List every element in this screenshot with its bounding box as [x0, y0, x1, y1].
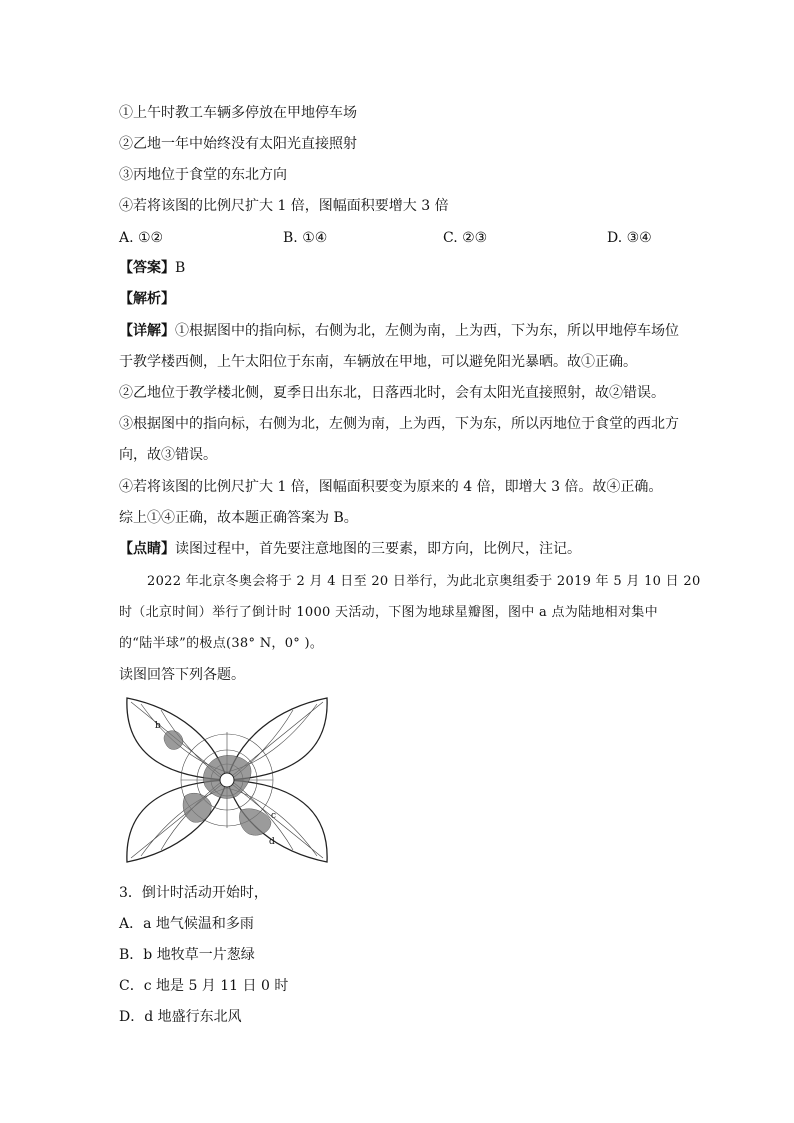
context-line-3: 的“陆半球”的极点(38° N，0° )。: [119, 636, 324, 651]
detail-text-1: ①根据图中的指向标，右侧为北，左侧为南，上为西，下为东，所以甲地停车场位: [175, 323, 679, 339]
detail-line-4: ③根据图中的指向标，右侧为北，左侧为南，上为西，下为东，所以丙地位于食堂的西北方: [119, 416, 679, 432]
option-b: B. ①④: [283, 230, 328, 246]
read-prompt: 读图回答下列各题。: [119, 667, 245, 683]
answer-tag: 【答案】: [119, 260, 175, 276]
option-d: D. ③④: [607, 230, 652, 246]
question-3-option-a: A．a 地气候温和多雨: [119, 916, 254, 932]
answer-line: [119, 259, 185, 277]
detail-line-2: 于教学楼西侧，上午太阳位于东南，车辆放在甲地，可以避免阳光暴晒。故①正确。: [119, 354, 637, 370]
star-petal-map: [121, 692, 333, 868]
question-3-option-d: D．d 地盛行东北风: [119, 1009, 242, 1025]
statement-4: ④若将该图的比例尺扩大 1 倍，图幅面积要增大 3 倍: [119, 198, 449, 214]
detail-line-1: [119, 322, 679, 340]
detail-line-3: ②乙地位于教学楼北侧，夏季日出东北，日落西北时，会有太阳光直接照射，故②错误。: [119, 385, 665, 401]
question-3-stem: 3．倒计时活动开始时，: [119, 885, 268, 901]
detail-line-5: 向，故③错误。: [119, 447, 217, 463]
context-line-2: 时（北京时间）举行了倒计时 1000 天活动，下图为地球星瓣图，图中 a 点为陆地相对集中: [119, 605, 658, 620]
map-label-c: c: [271, 811, 277, 821]
detail-line-7: 综上①④正确，故本题正确答案为 B。: [119, 510, 358, 526]
question-3-option-c: C．c 地是 5 月 11 日 0 时: [119, 978, 289, 994]
question-3-option-b: B．b 地牧草一片葱绿: [119, 947, 255, 963]
answer-value: B: [175, 260, 186, 276]
analysis-tag: 【解析】: [119, 291, 175, 307]
option-c: C. ②③: [443, 230, 488, 246]
comment-line: [119, 540, 581, 558]
north-pole-circle: [220, 773, 234, 787]
statement-2: ②乙地一年中始终没有太阳光直接照射: [119, 136, 357, 152]
statement-3: ③丙地位于食堂的东北方向: [119, 167, 287, 183]
context-line-1: 2022 年北京冬奥会将于 2 月 4 日至 20 日举行，为此北京奥组委于 2019 年 5 月 10 日 20: [147, 574, 701, 589]
detail-tag: 【详解】: [119, 323, 175, 339]
option-a: A. ①②: [119, 230, 164, 246]
statement-1: ①上午时教工车辆多停放在甲地停车场: [119, 105, 357, 121]
map-label-b: b: [155, 721, 161, 731]
map-label-d: d: [269, 837, 275, 847]
comment-tag: 【点睛】: [119, 541, 175, 557]
detail-line-6: ④若将该图的比例尺扩大 1 倍，图幅面积要变为原来的 4 倍，即增大 3 倍。故④正确。: [119, 479, 663, 495]
comment-text: 读图过程中，首先要注意地图的三要素，即方向，比例尺，注记。: [175, 541, 581, 557]
